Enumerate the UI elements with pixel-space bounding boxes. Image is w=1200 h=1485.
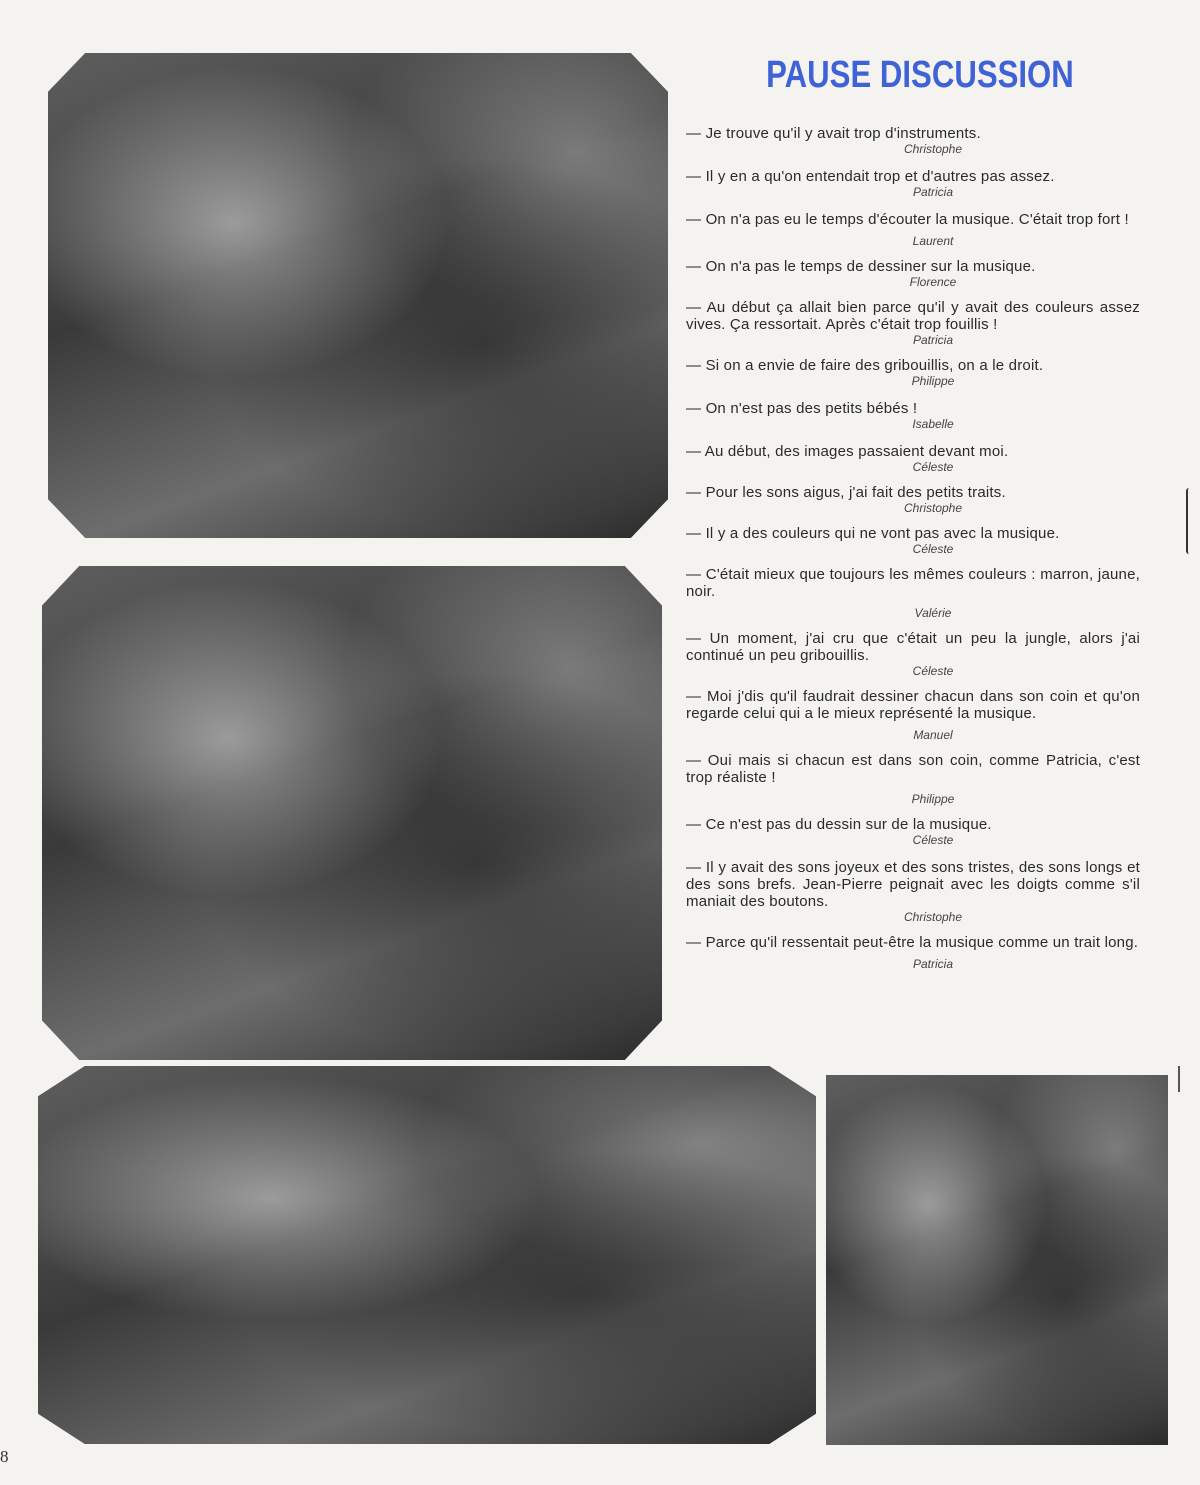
edge-mark (1178, 1066, 1184, 1092)
quote: — Un moment, j'ai cru que c'était un peu la jungle, alors j'ai continué un peu gribouillis. (686, 630, 1140, 664)
quote: — Au début, des images passaient devant moi. (686, 443, 1009, 460)
speaker-name: Patricia (912, 957, 953, 971)
speaker-name: Philippe (911, 374, 955, 388)
quote: — Au début ça allait bien parce qu'il y avait des couleurs assez vives. Ça ressortait. Après c'était trop fouillis ! (686, 299, 1140, 333)
dialogue-entry (686, 299, 1140, 348)
dialogue-entry (686, 258, 1140, 290)
quote: — C'était mieux que toujours les mêmes couleurs : marron, jaune, noir. (686, 566, 1140, 600)
photo-children-sitting-classroom (48, 53, 668, 538)
speaker-name: Manuel (913, 728, 953, 742)
dialogue-entry (686, 859, 1140, 925)
speaker-name: Philippe (911, 792, 955, 806)
speaker-name: Christophe (903, 142, 963, 156)
speaker-name: Florence (909, 275, 957, 289)
speaker-name: Patricia (912, 333, 953, 347)
quote: — On n'a pas eu le temps d'écouter la musique. C'était trop fort ! (686, 211, 1129, 228)
page-title: PAUSE DISCUSSION (766, 54, 1074, 96)
quote: — Je trouve qu'il y avait trop d'instruments. (686, 125, 981, 142)
dialogue-entry (686, 211, 1140, 249)
quote: — Parce qu'il ressentait peut-être la musique comme un trait long. (686, 934, 1139, 951)
quote: — Oui mais si chacun est dans son coin, comme Patricia, c'est trop réaliste ! (686, 752, 1140, 786)
speaker-name: Céleste (912, 664, 954, 678)
speaker-name: Patricia (912, 185, 953, 199)
quote: — Si on a envie de faire des gribouillis, on a le droit. (686, 357, 1044, 374)
quote: — Il y en a qu'on entendait trop et d'autres pas assez. (686, 168, 1055, 185)
quote: — Pour les sons aigus, j'ai fait des petits traits. (686, 484, 1006, 501)
quote: — Il y a des couleurs qui ne vont pas avec la musique. (686, 525, 1060, 542)
quote: — Ce n'est pas du dessin sur de la musique. (686, 816, 992, 833)
dialogue-entry (686, 630, 1140, 679)
dialogue-entry (686, 934, 1140, 972)
photo-classroom-wide (826, 1075, 1168, 1445)
quote: — Moi j'dis qu'il faudrait dessiner chacun dans son coin et qu'on regarde celui qui a le mieux représenté la musique. (686, 688, 1140, 722)
dialogue-entry (686, 125, 1140, 157)
dialogue-entry (686, 484, 1140, 516)
quote: — On n'a pas le temps de dessiner sur la musique. (686, 258, 1036, 275)
dialogue-entry (686, 400, 1140, 432)
speaker-name: Céleste (912, 833, 954, 847)
dialogue-entry (686, 816, 1140, 848)
dialogue-entry (686, 566, 1140, 621)
speaker-name: Christophe (903, 910, 963, 924)
dialogue-entry (686, 752, 1140, 807)
quote: — Il y avait des sons joyeux et des sons tristes, des sons longs et des sons brefs. Jean-Pierre peignait avec les doigts comme s'il maniait des boutons. (686, 859, 1140, 910)
photo-boy-with-bottles (38, 1066, 816, 1444)
page-number: 8 (0, 1447, 9, 1466)
dialogue-entry (686, 443, 1140, 475)
speaker-name: Laurent (912, 234, 954, 248)
speaker-name: Christophe (903, 501, 963, 515)
speaker-name: Céleste (912, 542, 954, 556)
quote: — On n'est pas des petits bébés ! (686, 400, 918, 417)
speaker-name: Céleste (912, 460, 954, 474)
margin-bracket-mark (1186, 488, 1194, 554)
dialogue-entry (686, 688, 1140, 743)
dialogue-entry (686, 168, 1140, 200)
photo-children-instruments-room (42, 566, 662, 1060)
discussion-text (686, 125, 1140, 972)
speaker-name: Valérie (914, 606, 952, 620)
speaker-name: Isabelle (912, 417, 954, 431)
dialogue-entry (686, 357, 1140, 389)
dialogue-entry (686, 525, 1140, 557)
